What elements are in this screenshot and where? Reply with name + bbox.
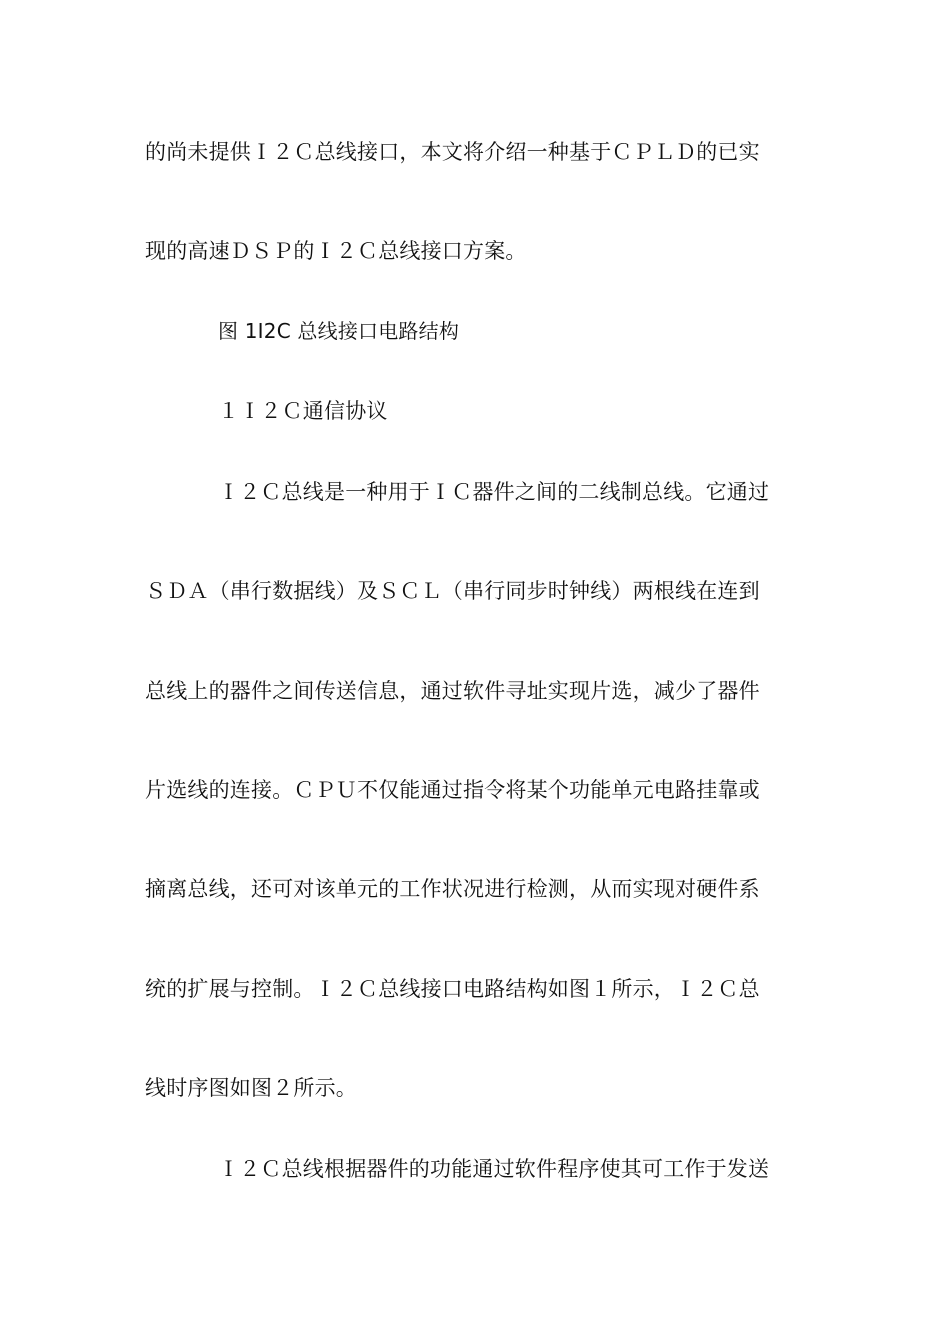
paragraph-line: 总线上的器件之间传送信息，通过软件寻址实现片选，减少了器件 bbox=[145, 679, 760, 703]
paragraph-line: 摘离总线，还可对该单元的工作状况进行检测，从而实现对硬件系 bbox=[145, 877, 760, 901]
paragraph-line: 线时序图如图２所示。 bbox=[145, 1076, 357, 1100]
paragraph-line: 片选线的连接。ＣＰＵ不仅能通过指令将某个功能单元电路挂靠或 bbox=[145, 778, 760, 802]
paragraph-line: Ｉ２Ｃ总线根据器件的功能通过软件程序使其可工作于发送 bbox=[218, 1157, 770, 1181]
paragraph-line: ＳＤＡ（串行数据线）及ＳＣＬ（串行同步时钟线）两根线在连到 bbox=[145, 579, 760, 603]
paragraph-line: 统的扩展与控制。Ｉ２Ｃ总线接口电路结构如图１所示，Ｉ２Ｃ总 bbox=[145, 977, 760, 1001]
section-heading: １Ｉ２Ｃ通信协议 bbox=[218, 399, 388, 423]
figure-caption: 图 1I2C 总线接口电路结构 bbox=[218, 319, 460, 343]
paragraph-line: Ｉ２Ｃ总线是一种用于ＩＣ器件之间的二线制总线。它通过 bbox=[218, 480, 770, 504]
paragraph-line: 的尚未提供Ｉ２Ｃ总线接口，本文将介绍一种基于ＣＰＬＤ的已实 bbox=[145, 140, 760, 164]
paragraph-line: 现的高速ＤＳＰ的Ｉ２Ｃ总线接口方案。 bbox=[145, 239, 527, 263]
